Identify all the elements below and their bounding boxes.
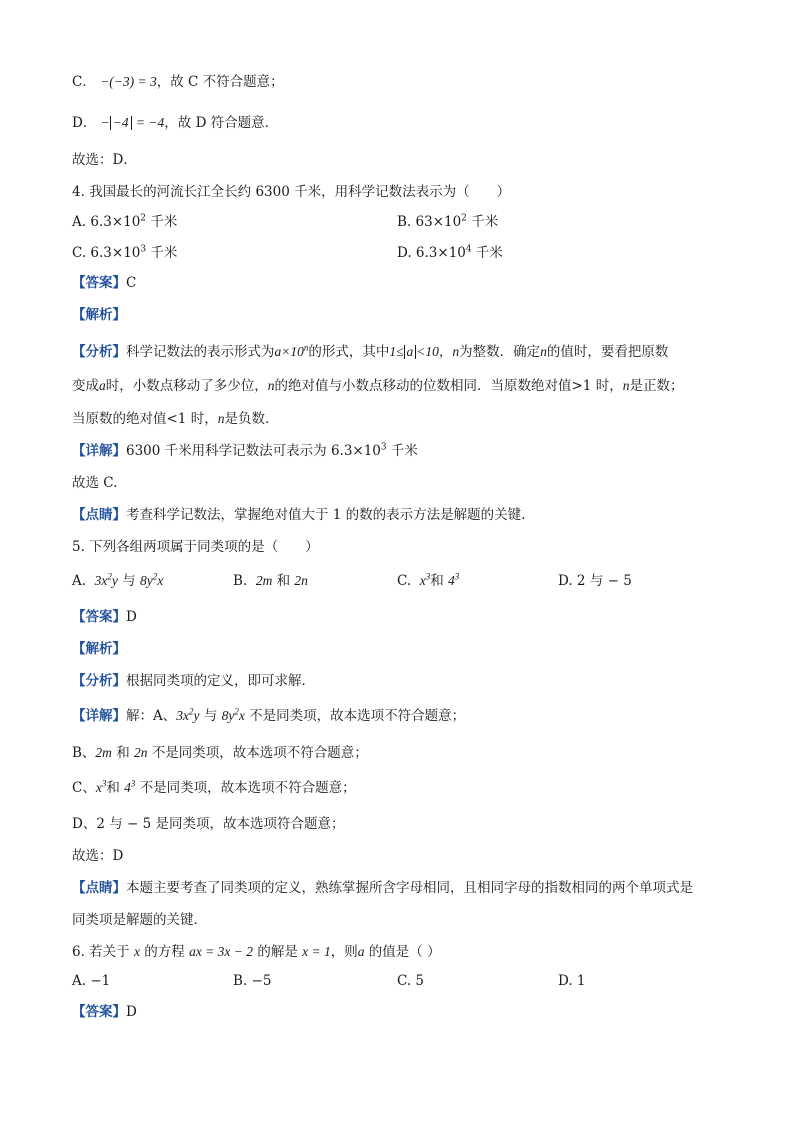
text: 6. 若关于 — [72, 944, 130, 960]
option-label: C. — [397, 573, 412, 589]
q5-xiangjie-d: D、2 与 − 5 是同类项，故本选项符合题意； — [72, 816, 345, 832]
q4-fenxi-line-1 — [72, 342, 668, 362]
q6-option-d: D. 1 — [558, 973, 586, 989]
text: 是正数； — [629, 378, 684, 394]
text: 的方程 — [144, 944, 185, 960]
text: B、 — [72, 745, 96, 761]
math-var-n: n — [540, 344, 547, 359]
q4-dianjing — [72, 505, 525, 525]
text: 当原数的绝对值<1 时， — [72, 411, 218, 427]
math-expression: = −4 — [135, 115, 165, 130]
option-label: A. — [72, 573, 87, 589]
q4-option-c: C. $6.3\times 10^3$ 千米 — [72, 244, 178, 261]
q5-choice: 故选：D — [72, 848, 124, 864]
text: 是负数． — [224, 411, 279, 427]
dianjing-tag: 【点睛】 — [72, 880, 126, 896]
option-label: B. — [233, 573, 248, 589]
q5-option-a: A. $3x^2y$ 与 $8y^2x$ — [72, 571, 164, 589]
text: 时，小数点移动了多少位， — [105, 378, 268, 394]
math-expression: $a\times 10^n$ — [274, 342, 309, 359]
math-expression: − — [100, 115, 110, 130]
q5-xiangjie-a: 【详解】解：A、$3x^2y$ 与 $8y^2x$ 不是同类项，故本选项不符合题意； — [72, 706, 466, 724]
answer-tag: 【答案】 — [72, 275, 126, 291]
prev-option-c-line — [72, 72, 284, 92]
text: 考查科学记数法，掌握绝对值大于 1 的数的表示方法是解题的关键. — [126, 507, 526, 523]
text: 不是同类项，故本选项不符合题意； — [151, 745, 368, 761]
text: 不是同类项，故本选项不符合题意； — [249, 708, 466, 724]
q4-option-d: D. $6.3\times 10^4$ 千米 — [397, 244, 503, 261]
q4-choice: 故选 C. — [72, 475, 118, 491]
text: 变成 — [72, 378, 99, 394]
q6-answer — [72, 1002, 137, 1022]
analysis-tag: 【解析】 — [72, 307, 126, 323]
q5-fenxi — [72, 671, 315, 691]
prev-answer-line: 故选：D． — [72, 152, 137, 168]
q4-fenxi-line-2 — [72, 376, 683, 396]
text: 不是同类项，故本选项不符合题意； — [139, 780, 356, 796]
math-var-n: n — [217, 411, 225, 426]
q6-option-a: A. −1 — [72, 973, 111, 989]
text: 根据同类项的定义，即可求解． — [126, 673, 315, 689]
answer-tag: 【答案】 — [72, 609, 126, 625]
text: 本题主要考查了同类项的定义，熟练掌握所含字母相同，且相同字母的指数相同的两个单项式是 — [126, 880, 693, 896]
q5-stem: 5. 下列各组两项属于同类项的是（ ） — [72, 539, 319, 555]
q5-answer — [72, 607, 137, 627]
q5-xiangjie-c: C、$x^3$和 $4^3$ 不是同类项，故本选项不符合题意； — [72, 778, 356, 796]
q4-fenxi-line-3 — [72, 409, 278, 429]
q5-option-d: D. 2 与 − 5 — [558, 573, 632, 589]
text: 的解是 — [257, 944, 298, 960]
text: 的值时，要看把原数 — [546, 344, 669, 360]
q5-option-b: B. 2m 和 2n — [233, 573, 308, 589]
q6-stem: 6. 若关于 x 的方程 ax = 3x − 2 的解是 x = 1，则a 的值是（ ） — [72, 944, 441, 960]
math-expression: −(−3) = 3 — [100, 74, 157, 89]
q4-answer — [72, 273, 136, 293]
xiangjie-tag: 【详解】 — [72, 443, 126, 459]
text: 的绝对值与小数点移动的位数相同．当原数绝对值>1 时， — [274, 378, 623, 394]
text: ，则 — [330, 944, 358, 960]
text: 的形式，其中 — [308, 344, 390, 360]
q4-stem: 4. 我国最长的河流长江全长约 6300 千米，用科学记数法表示为（ ） — [72, 184, 511, 200]
option-label: C． — [72, 74, 96, 90]
q4-option-a: A. $6.3\times 10^2$ 千米 — [72, 213, 178, 230]
q6-option-c: C. 5 — [397, 973, 425, 989]
answer-value: C — [126, 275, 137, 291]
math-var-n: n — [267, 378, 275, 393]
line-text: ，故 D 符合题意． — [164, 115, 279, 131]
prev-option-d-line — [72, 113, 278, 133]
line-text: ，故 C 不符合题意； — [156, 74, 284, 90]
q5-dianjing-2: 同类项是解题的关键． — [72, 912, 207, 928]
fenxi-tag: 【分析】 — [72, 344, 126, 360]
text: 科学记数法的表示形式为 — [126, 344, 275, 360]
math-expression: 1≤ a <10，n — [389, 344, 460, 359]
answer-tag: 【答案】 — [72, 1004, 126, 1020]
option-label: D． — [72, 115, 97, 131]
q5-dianjing-1 — [72, 878, 693, 898]
dianjing-tag: 【点睛】 — [72, 507, 126, 523]
q4-xiangjie: 【详解】6300 千米用科学记数法可表示为 $6.3\times 10^3$ 千米 — [72, 442, 418, 459]
text: 解：A、 — [126, 708, 177, 724]
q5-xiangjie-b: B、2m 和 2n 不是同类项，故本选项不符合题意； — [72, 745, 368, 761]
q5-option-c: C. $x^3$和 $4^3$ — [397, 571, 460, 589]
analysis-tag: 【解析】 — [72, 641, 126, 657]
absolute-value: −4 — [110, 116, 132, 130]
answer-value: D — [126, 609, 137, 625]
q6-option-b: B. −5 — [233, 973, 272, 989]
math-var-a: a — [99, 378, 106, 393]
q4-analysis-heading — [72, 305, 126, 325]
q5-analysis-heading — [72, 639, 126, 659]
fenxi-tag: 【分析】 — [72, 673, 126, 689]
xiangjie-tag: 【详解】 — [72, 708, 126, 724]
math-var-n: n — [622, 378, 630, 393]
text: 的值是（ ） — [368, 944, 441, 960]
q4-option-b: B. $63\times 10^2$ 千米 — [397, 213, 499, 230]
text: 为整数．确定 — [459, 344, 541, 360]
answer-value: D — [126, 1004, 137, 1020]
text: C、 — [72, 780, 96, 796]
